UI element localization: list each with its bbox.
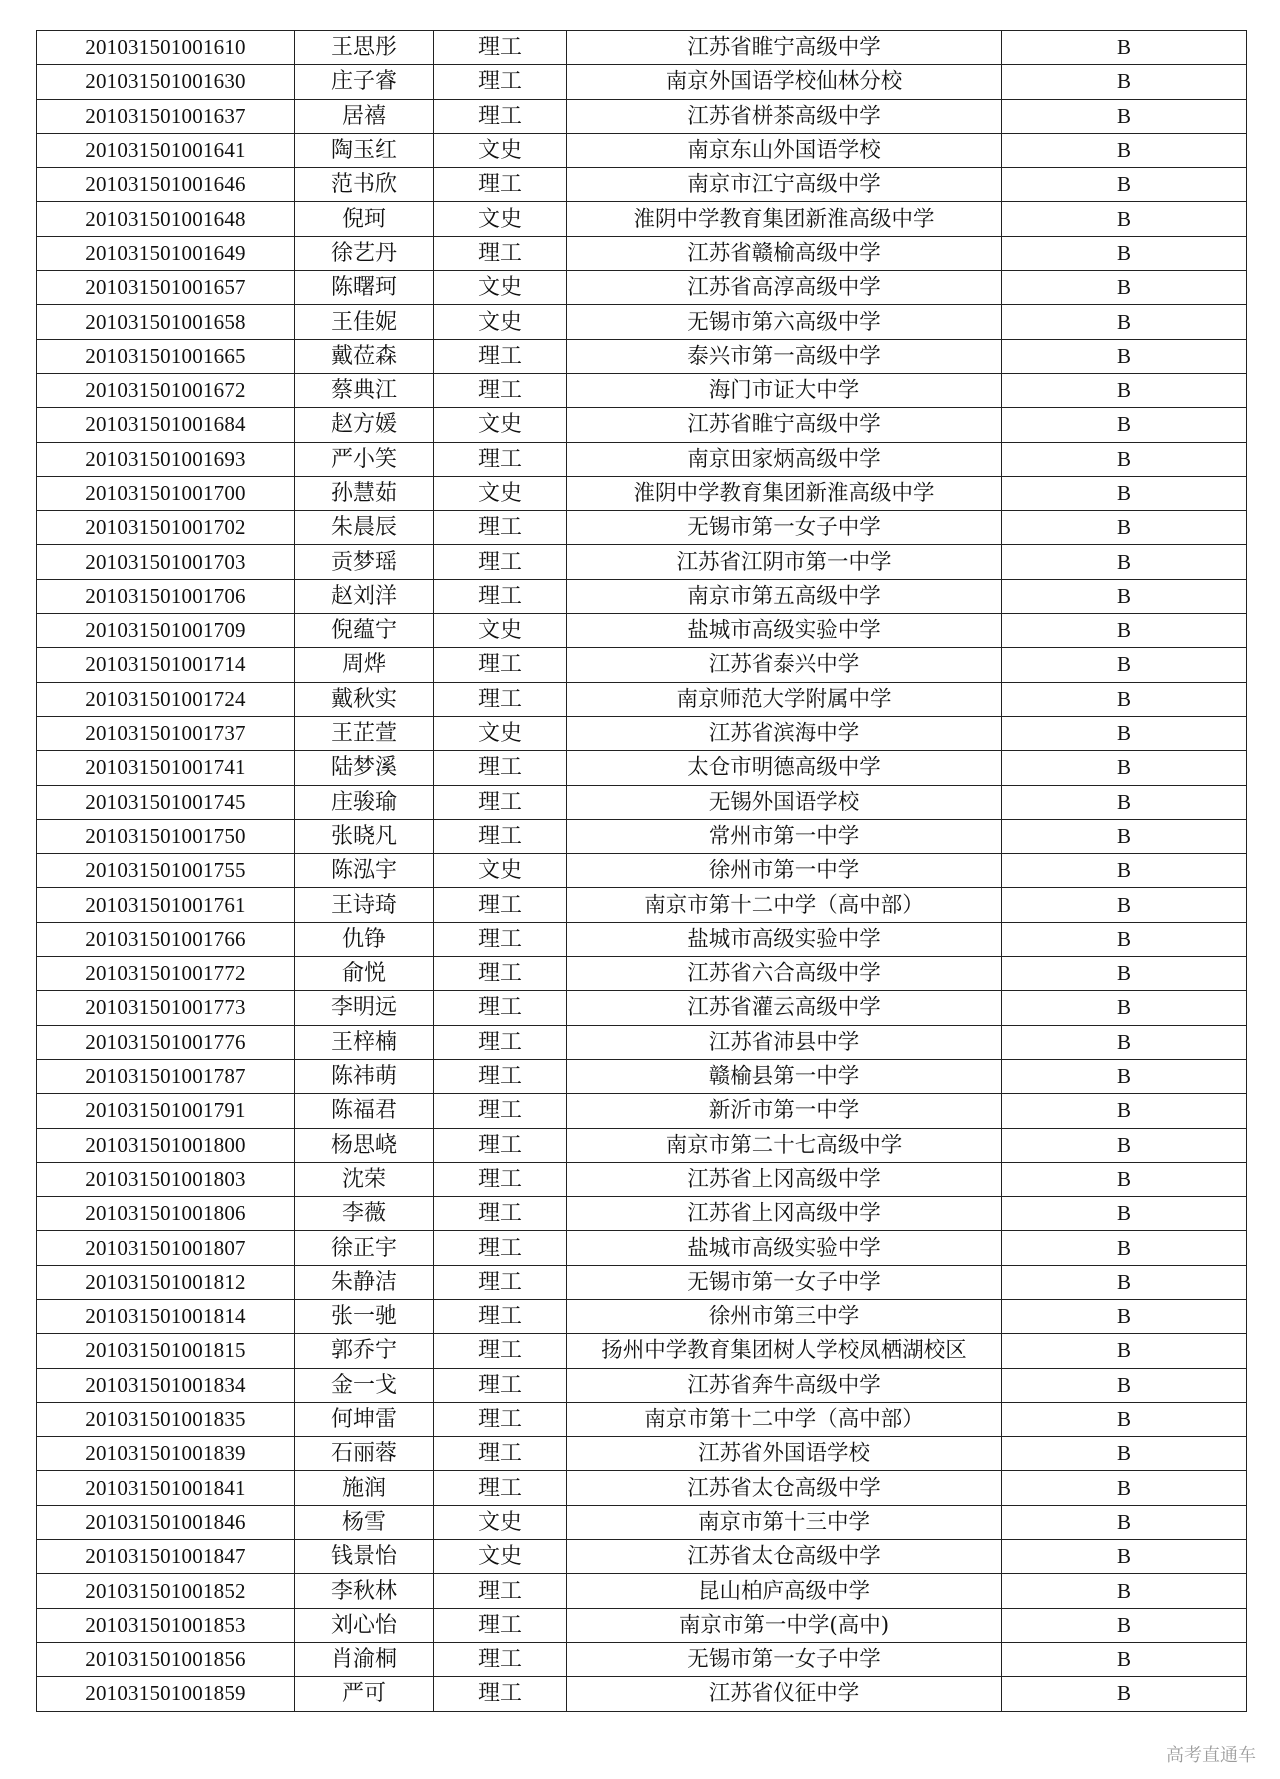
cell-grade: B	[1002, 1471, 1247, 1505]
cell-school: 南京田家炳高级中学	[567, 442, 1002, 476]
cell-school: 南京市第二十七高级中学	[567, 1128, 1002, 1162]
cell-category: 理工	[434, 579, 567, 613]
cell-grade: B	[1002, 1402, 1247, 1436]
cell-student-name: 施润	[295, 1471, 434, 1505]
cell-exam-id: 201031501001852	[37, 1574, 295, 1608]
table-row	[37, 271, 1247, 305]
cell-exam-id: 201031501001812	[37, 1265, 295, 1299]
cell-exam-id: 201031501001745	[37, 785, 295, 819]
cell-grade: B	[1002, 819, 1247, 853]
cell-student-name: 张一驰	[295, 1299, 434, 1333]
cell-category: 理工	[434, 1299, 567, 1333]
cell-student-name: 陆梦溪	[295, 751, 434, 785]
cell-category: 理工	[434, 819, 567, 853]
cell-grade: B	[1002, 545, 1247, 579]
cell-student-name: 朱静洁	[295, 1265, 434, 1299]
cell-student-name: 蔡典江	[295, 373, 434, 407]
cell-student-name: 沈荣	[295, 1162, 434, 1196]
cell-exam-id: 201031501001773	[37, 991, 295, 1025]
cell-school: 无锡市第六高级中学	[567, 305, 1002, 339]
cell-category: 文史	[434, 133, 567, 167]
cell-grade: B	[1002, 922, 1247, 956]
cell-student-name: 贡梦瑶	[295, 545, 434, 579]
cell-student-name: 徐艺丹	[295, 236, 434, 270]
cell-school: 南京市第十二中学（高中部）	[567, 888, 1002, 922]
table-row	[37, 1299, 1247, 1333]
cell-exam-id: 201031501001814	[37, 1299, 295, 1333]
cell-student-name: 肖渝桐	[295, 1642, 434, 1676]
cell-category: 理工	[434, 1059, 567, 1093]
cell-school: 江苏省睢宁高级中学	[567, 408, 1002, 442]
cell-category: 理工	[434, 922, 567, 956]
cell-grade: B	[1002, 1608, 1247, 1642]
cell-school: 南京外国语学校仙林分校	[567, 65, 1002, 99]
table-row	[37, 476, 1247, 510]
cell-category: 理工	[434, 31, 567, 65]
cell-grade: B	[1002, 168, 1247, 202]
cell-exam-id: 201031501001684	[37, 408, 295, 442]
cell-category: 理工	[434, 751, 567, 785]
cell-student-name: 严小笑	[295, 442, 434, 476]
watermark: 高考直通车	[1166, 1745, 1256, 1766]
table-row	[37, 751, 1247, 785]
cell-student-name: 朱晨辰	[295, 511, 434, 545]
cell-exam-id: 201031501001714	[37, 648, 295, 682]
cell-school: 盐城市高级实验中学	[567, 1231, 1002, 1265]
cell-category: 理工	[434, 65, 567, 99]
cell-exam-id: 201031501001806	[37, 1197, 295, 1231]
cell-category: 理工	[434, 682, 567, 716]
cell-student-name: 居禧	[295, 99, 434, 133]
cell-category: 理工	[434, 888, 567, 922]
cell-exam-id: 201031501001846	[37, 1505, 295, 1539]
cell-exam-id: 201031501001649	[37, 236, 295, 270]
cell-exam-id: 201031501001841	[37, 1471, 295, 1505]
cell-exam-id: 201031501001665	[37, 339, 295, 373]
cell-exam-id: 201031501001772	[37, 957, 295, 991]
cell-category: 文史	[434, 614, 567, 648]
cell-student-name: 严可	[295, 1677, 434, 1711]
cell-category: 文史	[434, 408, 567, 442]
cell-school: 江苏省太仓高级中学	[567, 1540, 1002, 1574]
cell-student-name: 庄子睿	[295, 65, 434, 99]
table-row	[37, 1505, 1247, 1539]
cell-exam-id: 201031501001672	[37, 373, 295, 407]
cell-exam-id: 201031501001741	[37, 751, 295, 785]
cell-school: 赣榆县第一中学	[567, 1059, 1002, 1093]
cell-grade: B	[1002, 1540, 1247, 1574]
cell-student-name: 陈祎萌	[295, 1059, 434, 1093]
table-row	[37, 1059, 1247, 1093]
cell-school: 江苏省滨海中学	[567, 716, 1002, 750]
cell-school: 南京市江宁高级中学	[567, 168, 1002, 202]
document-page	[36, 30, 1246, 1712]
cell-school: 江苏省江阴市第一中学	[567, 545, 1002, 579]
cell-student-name: 郭乔宁	[295, 1334, 434, 1368]
cell-grade: B	[1002, 339, 1247, 373]
table-row	[37, 614, 1247, 648]
cell-grade: B	[1002, 1334, 1247, 1368]
table-row	[37, 1402, 1247, 1436]
cell-grade: B	[1002, 1574, 1247, 1608]
cell-exam-id: 201031501001761	[37, 888, 295, 922]
table-body	[37, 31, 1247, 1712]
table-row	[37, 1471, 1247, 1505]
cell-grade: B	[1002, 202, 1247, 236]
table-row	[37, 922, 1247, 956]
cell-student-name: 孙慧茹	[295, 476, 434, 510]
cell-student-name: 戴莅森	[295, 339, 434, 373]
cell-student-name: 陈泓宇	[295, 854, 434, 888]
cell-grade: B	[1002, 854, 1247, 888]
table-row	[37, 819, 1247, 853]
cell-category: 理工	[434, 511, 567, 545]
cell-school: 南京东山外国语学校	[567, 133, 1002, 167]
table-row	[37, 373, 1247, 407]
cell-school: 太仓市明德高级中学	[567, 751, 1002, 785]
cell-student-name: 杨思峣	[295, 1128, 434, 1162]
cell-grade: B	[1002, 682, 1247, 716]
table-row	[37, 888, 1247, 922]
cell-student-name: 赵刘洋	[295, 579, 434, 613]
table-row	[37, 202, 1247, 236]
cell-exam-id: 201031501001610	[37, 31, 295, 65]
cell-category: 理工	[434, 1642, 567, 1676]
table-row	[37, 545, 1247, 579]
cell-school: 江苏省上冈高级中学	[567, 1197, 1002, 1231]
cell-category: 理工	[434, 545, 567, 579]
cell-student-name: 王思彤	[295, 31, 434, 65]
cell-category: 理工	[434, 1608, 567, 1642]
cell-category: 理工	[434, 1162, 567, 1196]
cell-student-name: 周烨	[295, 648, 434, 682]
cell-grade: B	[1002, 991, 1247, 1025]
cell-category: 理工	[434, 99, 567, 133]
table-row	[37, 648, 1247, 682]
table-row	[37, 1197, 1247, 1231]
cell-category: 理工	[434, 1677, 567, 1711]
cell-grade: B	[1002, 614, 1247, 648]
cell-school: 南京市第一中学(高中)	[567, 1608, 1002, 1642]
cell-grade: B	[1002, 1197, 1247, 1231]
cell-student-name: 石丽蓉	[295, 1437, 434, 1471]
table-row	[37, 682, 1247, 716]
cell-exam-id: 201031501001700	[37, 476, 295, 510]
cell-category: 文史	[434, 854, 567, 888]
cell-category: 文史	[434, 476, 567, 510]
cell-school: 江苏省睢宁高级中学	[567, 31, 1002, 65]
cell-grade: B	[1002, 751, 1247, 785]
cell-grade: B	[1002, 236, 1247, 270]
cell-category: 理工	[434, 1402, 567, 1436]
cell-exam-id: 201031501001800	[37, 1128, 295, 1162]
cell-category: 理工	[434, 1265, 567, 1299]
table-row	[37, 305, 1247, 339]
cell-student-name: 庄骏瑜	[295, 785, 434, 819]
cell-school: 江苏省仪征中学	[567, 1677, 1002, 1711]
table-row	[37, 1437, 1247, 1471]
cell-student-name: 刘心怡	[295, 1608, 434, 1642]
cell-exam-id: 201031501001815	[37, 1334, 295, 1368]
cell-category: 理工	[434, 785, 567, 819]
cell-exam-id: 201031501001807	[37, 1231, 295, 1265]
cell-category: 文史	[434, 716, 567, 750]
cell-school: 淮阴中学教育集团新淮高级中学	[567, 476, 1002, 510]
table-row	[37, 511, 1247, 545]
cell-grade: B	[1002, 1642, 1247, 1676]
cell-student-name: 倪蕴宁	[295, 614, 434, 648]
cell-exam-id: 201031501001693	[37, 442, 295, 476]
table-row	[37, 991, 1247, 1025]
cell-exam-id: 201031501001637	[37, 99, 295, 133]
cell-school: 南京市第十三中学	[567, 1505, 1002, 1539]
cell-exam-id: 201031501001835	[37, 1402, 295, 1436]
cell-category: 文史	[434, 271, 567, 305]
cell-grade: B	[1002, 1231, 1247, 1265]
table-row	[37, 1642, 1247, 1676]
cell-student-name: 王佳妮	[295, 305, 434, 339]
cell-student-name: 杨雪	[295, 1505, 434, 1539]
cell-school: 昆山柏庐高级中学	[567, 1574, 1002, 1608]
cell-exam-id: 201031501001630	[37, 65, 295, 99]
cell-student-name: 陈曙珂	[295, 271, 434, 305]
table-row	[37, 31, 1247, 65]
cell-grade: B	[1002, 957, 1247, 991]
cell-exam-id: 201031501001657	[37, 271, 295, 305]
cell-exam-id: 201031501001791	[37, 1094, 295, 1128]
table-row	[37, 1574, 1247, 1608]
cell-school: 江苏省灌云高级中学	[567, 991, 1002, 1025]
cell-student-name: 金一戈	[295, 1368, 434, 1402]
table-row	[37, 854, 1247, 888]
cell-school: 南京师范大学附属中学	[567, 682, 1002, 716]
cell-school: 江苏省六合高级中学	[567, 957, 1002, 991]
cell-student-name: 仇铮	[295, 922, 434, 956]
cell-category: 理工	[434, 1231, 567, 1265]
cell-student-name: 陶玉红	[295, 133, 434, 167]
cell-exam-id: 201031501001724	[37, 682, 295, 716]
cell-school: 江苏省奔牛高级中学	[567, 1368, 1002, 1402]
cell-school: 江苏省沛县中学	[567, 1025, 1002, 1059]
cell-school: 海门市证大中学	[567, 373, 1002, 407]
cell-school: 新沂市第一中学	[567, 1094, 1002, 1128]
cell-school: 江苏省高淳高级中学	[567, 271, 1002, 305]
cell-school: 无锡市第一女子中学	[567, 1642, 1002, 1676]
cell-student-name: 赵方媛	[295, 408, 434, 442]
cell-student-name: 李明远	[295, 991, 434, 1025]
cell-grade: B	[1002, 1437, 1247, 1471]
cell-school: 盐城市高级实验中学	[567, 922, 1002, 956]
cell-grade: B	[1002, 648, 1247, 682]
cell-category: 理工	[434, 373, 567, 407]
cell-grade: B	[1002, 1368, 1247, 1402]
cell-grade: B	[1002, 442, 1247, 476]
cell-school: 江苏省赣榆高级中学	[567, 236, 1002, 270]
cell-category: 文史	[434, 1505, 567, 1539]
cell-category: 理工	[434, 1471, 567, 1505]
cell-exam-id: 201031501001703	[37, 545, 295, 579]
table-row	[37, 1025, 1247, 1059]
cell-school: 江苏省泰兴中学	[567, 648, 1002, 682]
cell-student-name: 何坤雷	[295, 1402, 434, 1436]
cell-exam-id: 201031501001859	[37, 1677, 295, 1711]
cell-student-name: 张晓凡	[295, 819, 434, 853]
cell-grade: B	[1002, 305, 1247, 339]
cell-student-name: 范书欣	[295, 168, 434, 202]
table-row	[37, 168, 1247, 202]
cell-school: 无锡市第一女子中学	[567, 511, 1002, 545]
cell-grade: B	[1002, 476, 1247, 510]
table-row	[37, 408, 1247, 442]
cell-school: 南京市第五高级中学	[567, 579, 1002, 613]
cell-category: 理工	[434, 991, 567, 1025]
table-row	[37, 1540, 1247, 1574]
cell-exam-id: 201031501001766	[37, 922, 295, 956]
cell-student-name: 徐正宇	[295, 1231, 434, 1265]
cell-grade: B	[1002, 716, 1247, 750]
cell-category: 理工	[434, 648, 567, 682]
cell-grade: B	[1002, 133, 1247, 167]
cell-category: 文史	[434, 305, 567, 339]
table-row	[37, 133, 1247, 167]
cell-student-name: 王芷萱	[295, 716, 434, 750]
table-row	[37, 1368, 1247, 1402]
cell-category: 理工	[434, 957, 567, 991]
cell-category: 理工	[434, 1437, 567, 1471]
cell-school: 徐州市第一中学	[567, 854, 1002, 888]
cell-exam-id: 201031501001755	[37, 854, 295, 888]
table-row	[37, 957, 1247, 991]
table-row	[37, 339, 1247, 373]
cell-category: 理工	[434, 1197, 567, 1231]
cell-student-name: 王梓楠	[295, 1025, 434, 1059]
cell-grade: B	[1002, 1162, 1247, 1196]
student-results-table	[36, 30, 1247, 1712]
cell-student-name: 钱景怡	[295, 1540, 434, 1574]
cell-category: 理工	[434, 442, 567, 476]
cell-category: 理工	[434, 168, 567, 202]
table-row	[37, 1231, 1247, 1265]
cell-category: 理工	[434, 1574, 567, 1608]
table-row	[37, 65, 1247, 99]
cell-grade: B	[1002, 31, 1247, 65]
cell-school: 无锡市第一女子中学	[567, 1265, 1002, 1299]
table-row	[37, 1677, 1247, 1711]
cell-exam-id: 201031501001648	[37, 202, 295, 236]
cell-student-name: 陈福君	[295, 1094, 434, 1128]
cell-grade: B	[1002, 271, 1247, 305]
cell-school: 无锡外国语学校	[567, 785, 1002, 819]
cell-category: 理工	[434, 1094, 567, 1128]
table-row	[37, 99, 1247, 133]
cell-school: 徐州市第三中学	[567, 1299, 1002, 1333]
cell-school: 盐城市高级实验中学	[567, 614, 1002, 648]
cell-category: 理工	[434, 1334, 567, 1368]
cell-grade: B	[1002, 1128, 1247, 1162]
cell-exam-id: 201031501001706	[37, 579, 295, 613]
cell-exam-id: 201031501001803	[37, 1162, 295, 1196]
cell-grade: B	[1002, 1094, 1247, 1128]
cell-exam-id: 201031501001853	[37, 1608, 295, 1642]
cell-school: 常州市第一中学	[567, 819, 1002, 853]
cell-student-name: 戴秋实	[295, 682, 434, 716]
cell-school: 淮阴中学教育集团新淮高级中学	[567, 202, 1002, 236]
table-row	[37, 1265, 1247, 1299]
cell-grade: B	[1002, 1265, 1247, 1299]
cell-school: 扬州中学教育集团树人学校凤栖湖校区	[567, 1334, 1002, 1368]
cell-grade: B	[1002, 65, 1247, 99]
cell-exam-id: 201031501001646	[37, 168, 295, 202]
cell-grade: B	[1002, 1677, 1247, 1711]
cell-grade: B	[1002, 1299, 1247, 1333]
cell-student-name: 俞悦	[295, 957, 434, 991]
table-row	[37, 1162, 1247, 1196]
cell-exam-id: 201031501001856	[37, 1642, 295, 1676]
cell-exam-id: 201031501001776	[37, 1025, 295, 1059]
cell-grade: B	[1002, 408, 1247, 442]
cell-exam-id: 201031501001839	[37, 1437, 295, 1471]
table-row	[37, 716, 1247, 750]
cell-grade: B	[1002, 1059, 1247, 1093]
table-row	[37, 442, 1247, 476]
cell-exam-id: 201031501001737	[37, 716, 295, 750]
cell-school: 江苏省太仓高级中学	[567, 1471, 1002, 1505]
cell-grade: B	[1002, 99, 1247, 133]
cell-student-name: 倪珂	[295, 202, 434, 236]
cell-exam-id: 201031501001709	[37, 614, 295, 648]
cell-category: 理工	[434, 1025, 567, 1059]
cell-grade: B	[1002, 1505, 1247, 1539]
cell-school: 泰兴市第一高级中学	[567, 339, 1002, 373]
table-row	[37, 236, 1247, 270]
table-row	[37, 579, 1247, 613]
cell-school: 江苏省栟茶高级中学	[567, 99, 1002, 133]
table-row	[37, 1094, 1247, 1128]
cell-grade: B	[1002, 785, 1247, 819]
cell-category: 文史	[434, 1540, 567, 1574]
cell-category: 理工	[434, 339, 567, 373]
cell-exam-id: 201031501001750	[37, 819, 295, 853]
cell-grade: B	[1002, 888, 1247, 922]
table-row	[37, 1608, 1247, 1642]
cell-category: 文史	[434, 202, 567, 236]
cell-exam-id: 201031501001834	[37, 1368, 295, 1402]
cell-student-name: 王诗琦	[295, 888, 434, 922]
cell-category: 理工	[434, 236, 567, 270]
cell-school: 南京市第十二中学（高中部）	[567, 1402, 1002, 1436]
cell-school: 江苏省上冈高级中学	[567, 1162, 1002, 1196]
cell-exam-id: 201031501001787	[37, 1059, 295, 1093]
cell-student-name: 李薇	[295, 1197, 434, 1231]
cell-grade: B	[1002, 511, 1247, 545]
table-row	[37, 785, 1247, 819]
cell-school: 江苏省外国语学校	[567, 1437, 1002, 1471]
cell-exam-id: 201031501001658	[37, 305, 295, 339]
table-row	[37, 1128, 1247, 1162]
cell-student-name: 李秋林	[295, 1574, 434, 1608]
cell-category: 理工	[434, 1368, 567, 1402]
table-row	[37, 1334, 1247, 1368]
cell-grade: B	[1002, 373, 1247, 407]
cell-category: 理工	[434, 1128, 567, 1162]
cell-exam-id: 201031501001641	[37, 133, 295, 167]
cell-exam-id: 201031501001702	[37, 511, 295, 545]
cell-grade: B	[1002, 579, 1247, 613]
cell-grade: B	[1002, 1025, 1247, 1059]
cell-exam-id: 201031501001847	[37, 1540, 295, 1574]
